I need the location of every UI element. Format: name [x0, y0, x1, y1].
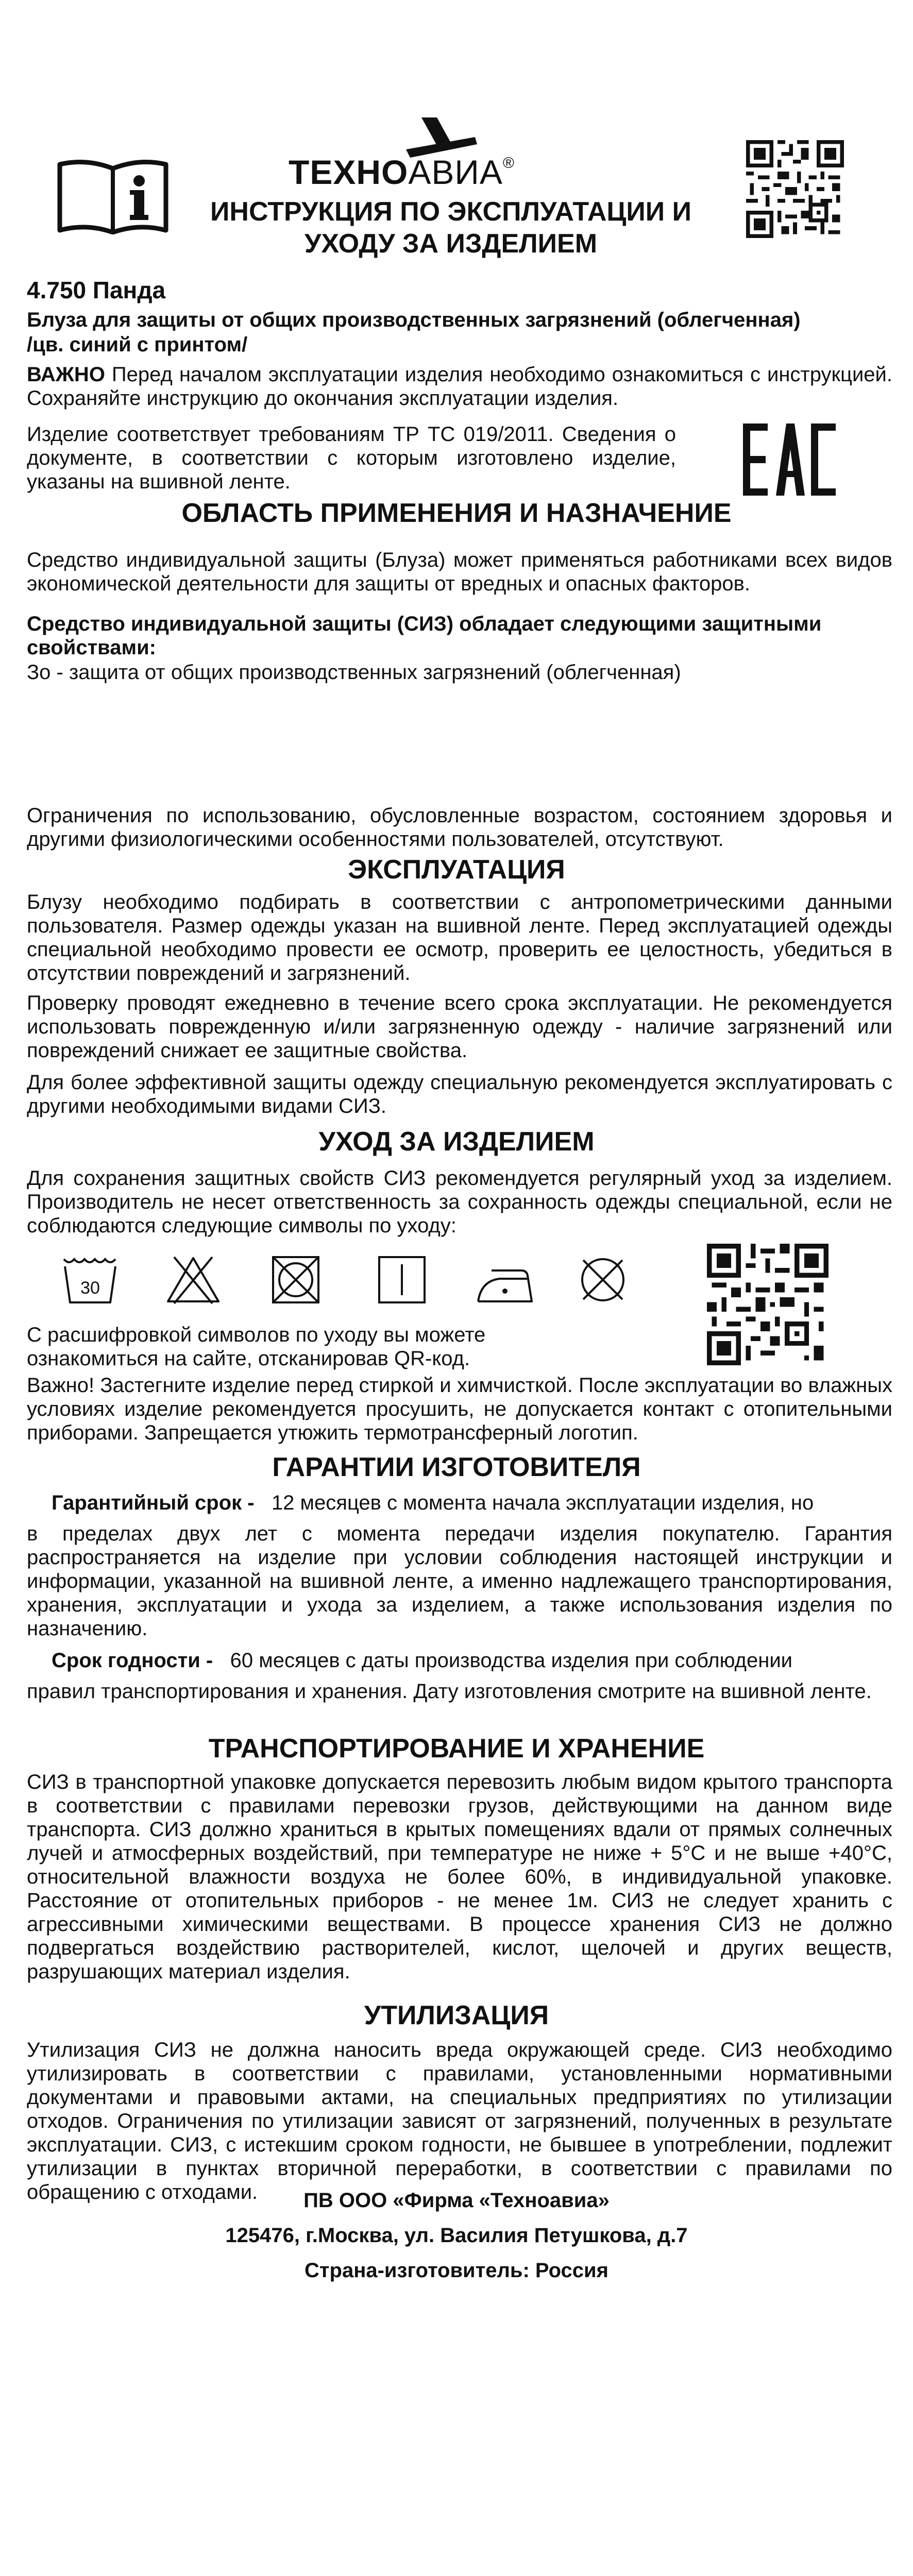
section-title-disposal: УТИЛИЗАЦИЯ: [364, 2001, 549, 2030]
section-title-operation: ЭКСПЛУАТАЦИЯ: [348, 855, 565, 885]
instruction-book-icon: [56, 157, 170, 234]
important-text: Перед началом эксплуатации изделия необходимо ознакомиться с инструкцией. Сохраняйте инструкцию до окончания эксплуатации изделия.: [27, 363, 892, 410]
brand-logo: [289, 117, 623, 190]
important-label: ВАЖНО: [27, 363, 105, 386]
care-symbols: [62, 1255, 629, 1312]
care-paragraph-1: Для сохранения защитных свойств СИЗ рекомендуется регулярный уход за изделием. Производитель не несет ответственность за сохранность одежды специальной, если не соблюдаются следующие символы по уходу:: [27, 1167, 892, 1237]
header-qr-code-icon[interactable]: [746, 140, 844, 238]
brand-right-text: АВИА: [408, 153, 503, 191]
guarantee-text: в пределах двух лет с момента передачи изделия покупателю. Гарантия распространяется на изделие при условии соблюдения настоящей инструкции и информации, указанной на вшивной ленте, а именно надлежащего транспортирования, хранения, эксплуатации и ухода за изделием, а также использования изделия по назначению.: [27, 1522, 892, 1640]
guarantee-value: 12: [271, 1492, 295, 1514]
compliance-text: Изделие соответствует требованиям ТР ТС 019/2011. Сведения о документе, в соответствии с которым изготовлено изделие, указаны на вшивной ленте.: [27, 423, 676, 493]
shelf-life-text-line1: месяцев с даты производства изделия при соблюдении: [253, 1649, 793, 1672]
care-symbols-note: С расшифровкой символов по уходу вы можете ознакомиться на сайте, отсканировав QR-код.: [27, 1324, 486, 1370]
no-tumble-dry-icon: [270, 1255, 322, 1304]
no-dry-clean-icon: [577, 1255, 629, 1304]
product-name-line2: /цв. синий с принтом/: [27, 333, 248, 356]
section-title-care: УХОД ЗА ИЗДЕЛИЕМ: [318, 1127, 595, 1157]
line-dry-icon: [376, 1255, 428, 1304]
eac-mark-icon: [743, 423, 836, 496]
shelf-life-value: 60: [230, 1649, 253, 1672]
page-title-line1: ИНСТРУКЦИЯ ПО ЭКСПЛУАТАЦИИ И: [210, 197, 691, 227]
usage-restrictions-text: Ограничения по использованию, обусловленные возрастом, состоянием здоровья и другими физиологическими особенностями пользователей, отсутствуют.: [27, 804, 892, 851]
product-name-line1: Блуза для защиты от общих производственных загрязнений (облегченная): [27, 309, 801, 331]
brand-registered-mark: ®: [502, 155, 514, 172]
manufacturer-address: 125476, г.Москва, ул. Василия Петушкова, д.7: [225, 2224, 688, 2247]
iron-low-icon: [474, 1260, 536, 1304]
wash-30-icon: [62, 1255, 119, 1304]
care-paragraph-2: Важно! Застегните изделие перед стиркой и химчисткой. После эксплуатации во влажных условиях изделие рекомендуется просушить, не допускается контакт с отопительными приборами. Запрещается утюжить термотрансферный логотип.: [27, 1374, 892, 1444]
section-title-transport: ТРАНСПОРТИРОВАНИЕ И ХРАНЕНИЕ: [208, 1734, 705, 1764]
protective-properties-text: Зо - защита от общих производственных загрязнений (облегченная): [27, 661, 681, 684]
shelf-life-label: Срок годности -: [52, 1649, 213, 1672]
transport-text: СИЗ в транспортной упаковке допускается перевозить любым видом крытого транспорта в соответствии с правилами перевозки грузов, действующими на данном виде транспорта. СИЗ должно храниться в крытых помещениях вдали от прямых солнечных лучей и атмосферных воздействий, при температуре не ниже + 5°С и не выше +40°С, относительной влажности воздуха не более 60%, в индивидуальной упаковке. Расстояние от отопительных приборов - не менее 1м. СИЗ не следует хранить с агрессивными химическими веществами. В процессе хранения СИЗ не должно подвергаться воздействию растворителей, кислот, щелочей и других веществ, разрушающих материал изделия.: [27, 1771, 892, 1983]
guarantee-label: Гарантийный срок -: [52, 1492, 255, 1514]
operation-paragraph-2: Проверку проводят ежедневно в течение всего срока эксплуатации. Не рекомендуется использовать поврежденную и/или загрязненную одежду - наличие загрязнений или повреждений снижает ее защитные свойства.: [27, 992, 892, 1062]
wash-temperature: 30: [80, 1278, 100, 1298]
shelf-life-line: [52, 1649, 897, 1672]
no-bleach-icon: [165, 1255, 222, 1304]
scope-text: Средство индивидуальной защиты (Блуза) может применяться работниками всех видов экономической деятельности для защиты от вредных и опасных факторов.: [27, 549, 892, 595]
section-title-scope: ОБЛАСТЬ ПРИМЕНЕНИЯ И НАЗНАЧЕНИЕ: [181, 498, 732, 528]
page-title-line2: УХОДУ ЗА ИЗДЕЛИЕМ: [304, 229, 598, 259]
manufacturer-country: Страна-изготовитель: Россия: [305, 2259, 608, 2282]
guarantee-line: [52, 1491, 897, 1515]
operation-paragraph-1: Блузу необходимо подбирать в соответствии с антропометрическими данными пользователя. Размер одежды указан на вшивной ленте. Перед эксплуатацией одежды специальной необходимо провести ее осмотр, проверить ее целостность, убедиться в отсутствии повреждений и загрязнений.: [27, 891, 892, 985]
manufacturer-name: ПВ ООО «Фирма «Техноавиа»: [303, 2189, 610, 2212]
brand-left-text: ТЕХНО: [289, 153, 409, 191]
product-code: 4.750 Панда: [27, 277, 166, 303]
care-symbols-qr-code-icon[interactable]: [707, 1244, 829, 1365]
section-title-warranty: ГАРАНТИИ ИЗГОТОВИТЕЛЯ: [272, 1452, 641, 1482]
disposal-text: Утилизация СИЗ не должна наносить вреда окружающей среде. СИЗ необходимо утилизировать в соответствии с правилами, установленными нормативными документами и правовыми актами, на специальных предприятиях по утилизации отходов. Ограничения по утилизации зависят от загрязнений, полученных в результате эксплуатации. СИЗ, с истекшим сроком годности, не бывшее в употреблении, подлежит утилизации в пунктах вторичной переработки, в соответствии с правилами по обращению с отходами.: [27, 2039, 892, 2204]
protective-properties-title: Средство индивидуальной защиты (СИЗ) обладает следующими защитными свойствами:: [27, 613, 822, 659]
operation-paragraph-3: Для более эффективной защиты одежду специальную рекомендуется эксплуатировать с другими необходимыми видами СИЗ.: [27, 1071, 892, 1117]
important-notice: [27, 363, 892, 410]
shelf-life-text: правил транспортирования и хранения. Дату изготовления смотрите на вшивной ленте.: [27, 1680, 872, 1703]
guarantee-text-line1: месяцев с момента начала эксплуатации изделия, но: [294, 1492, 814, 1514]
